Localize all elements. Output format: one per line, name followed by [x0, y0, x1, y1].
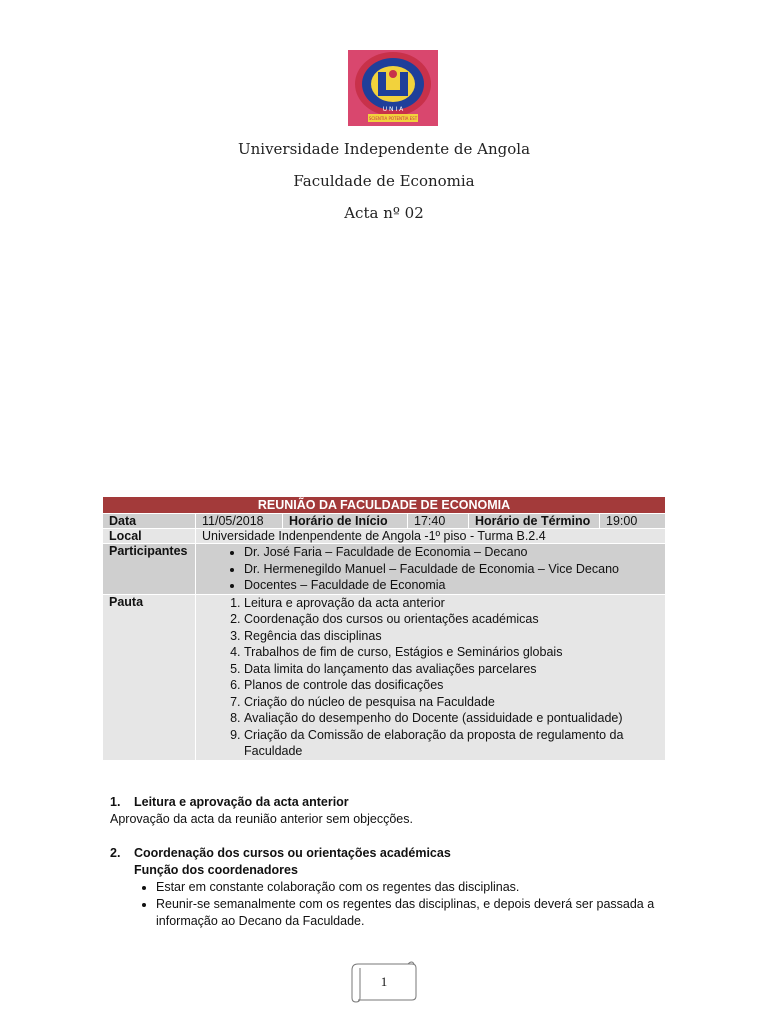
- participants-label: Participantes: [103, 544, 196, 595]
- section-2-title: Coordenação dos cursos ou orientações académicas: [134, 846, 451, 860]
- agenda-item: 7. Criação do núcleo de pesquisa na Faculdade: [244, 694, 659, 711]
- participants-list: [202, 544, 659, 594]
- agenda-item: 4. Trabalhos de fim de curso, Estágios e Seminários globais: [244, 644, 659, 661]
- section-2-heading: [110, 845, 670, 862]
- bullet-item: • Reunir-se semanalmente com os regentes das disciplinas, e depois deverá ser passada a informação ao Decano da Faculdade.: [156, 896, 670, 930]
- logo-letters: U N I A: [382, 106, 404, 113]
- table-row-participants: [103, 544, 666, 595]
- section-1-body: Aprovação da acta da reunião anterior sem objecções.: [110, 812, 413, 826]
- page-number-text: 1: [380, 974, 388, 989]
- participant-item: • Dr. José Faria – Faculdade de Economia – Decano: [244, 544, 659, 561]
- section-1-heading: [110, 794, 670, 811]
- date-value: 11/05/2018: [196, 514, 283, 529]
- date-label: Data: [103, 514, 196, 529]
- faculty-name: Faculdade de Economia: [293, 172, 475, 190]
- local-label: Local: [103, 529, 196, 544]
- section-2-number: 2.: [110, 846, 121, 860]
- end-time-value: 19:00: [600, 514, 666, 529]
- agenda-label: Pauta: [103, 594, 196, 760]
- meeting-table: [102, 496, 666, 761]
- section-2-bullets: [110, 879, 670, 930]
- logo-bottom-text: SCIENTIA POTENTIA EST: [368, 116, 418, 121]
- acta-number: Acta nº 02: [344, 204, 424, 222]
- agenda-item: 8. Avaliação do desempenho do Docente (assiduidade e pontualidade): [244, 710, 659, 727]
- table-row-local: [103, 529, 666, 544]
- start-time-value: 17:40: [408, 514, 469, 529]
- agenda-item: 3. Regência das disciplinas: [244, 628, 659, 645]
- section-1-title: Leitura e aprovação da acta anterior: [134, 795, 349, 809]
- agenda-list: [202, 595, 659, 760]
- table-row-agenda: [103, 594, 666, 760]
- participant-item: • Docentes – Faculdade de Economia: [244, 577, 659, 594]
- table-title: REUNIÃO DA FACULDADE DE ECONOMIA: [103, 497, 666, 514]
- page-number: [350, 958, 418, 1004]
- agenda-item: 5. Data limita do lançamento das avaliações parcelares: [244, 661, 659, 678]
- section-1-number: 1.: [110, 795, 121, 809]
- participant-item: • Dr. Hermenegildo Manuel – Faculdade de Economia – Vice Decano: [244, 561, 659, 578]
- university-name: Universidade Independente de Angola: [237, 140, 531, 158]
- agenda-item: 1. Leitura e aprovação da acta anterior: [244, 595, 659, 612]
- local-value: Universidade Indenpendente de Angola -1º piso - Turma B.2.4: [196, 529, 666, 544]
- minutes-body: [110, 794, 670, 930]
- agenda-item: 9. Criação da Comissão de elaboração da proposta de regulamento da Faculdade: [244, 727, 659, 760]
- agenda-item: 6. Planos de controle das dosificações: [244, 677, 659, 694]
- agenda-item: 2. Coordenação dos cursos ou orientações académicas: [244, 611, 659, 628]
- bullet-item: • Estar em constante colaboração com os regentes das disciplinas.: [156, 879, 670, 896]
- start-time-label: Horário de Início: [283, 514, 408, 529]
- section-2-subtitle: Função dos coordenadores: [134, 863, 298, 877]
- end-time-label: Horário de Término: [469, 514, 600, 529]
- university-logo: [348, 50, 438, 126]
- table-row-date: [103, 514, 666, 529]
